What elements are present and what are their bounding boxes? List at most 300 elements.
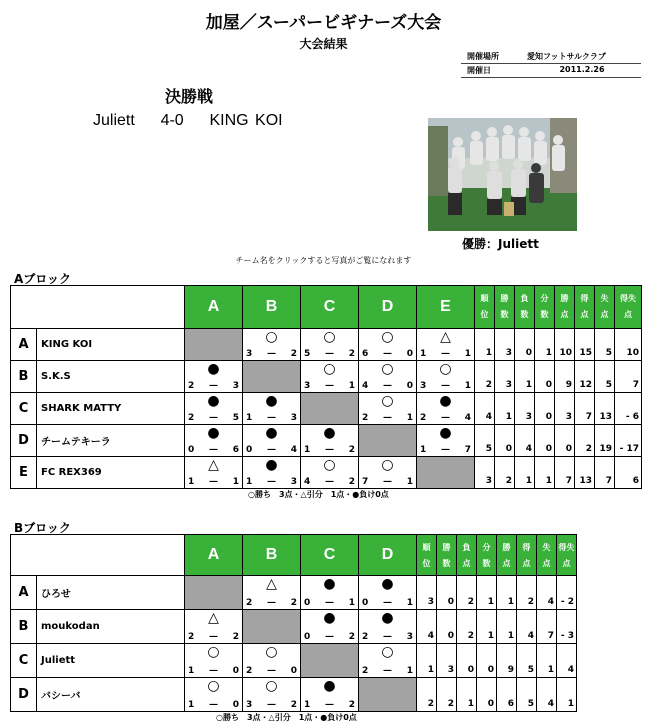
stat-value: 0	[555, 425, 575, 457]
match-result-cell	[185, 457, 243, 489]
score-for: 2	[246, 666, 253, 676]
column-header: D	[359, 535, 417, 576]
diagonal-cell	[243, 361, 301, 393]
stat-value: 6	[497, 678, 517, 712]
result-mark: △	[266, 576, 277, 592]
stat-value: 5	[595, 329, 615, 361]
match-result-cell	[185, 610, 243, 644]
score-against: 3	[406, 632, 413, 642]
result-mark: ●	[439, 425, 452, 441]
score-against: 0	[290, 666, 297, 676]
team-name-link[interactable]: バシーバ	[37, 678, 185, 712]
stat-value: 0	[495, 425, 515, 457]
match-result-cell	[243, 576, 301, 610]
result-mark: ●	[323, 425, 336, 441]
score-against: 0	[232, 666, 239, 676]
match-score	[185, 477, 242, 487]
match-score	[417, 413, 474, 423]
stat-value: 1	[457, 678, 477, 712]
stat-value: 9	[555, 361, 575, 393]
match-result-cell	[417, 329, 475, 361]
result-mark: ○	[207, 678, 220, 694]
score-dash: —	[267, 413, 276, 423]
score-dash: —	[383, 666, 392, 676]
table-row	[11, 329, 642, 361]
stat-header-bottom: 数	[500, 310, 509, 319]
final-home-team: Juliett	[93, 112, 135, 129]
match-score	[185, 632, 242, 642]
stat-value: 4	[557, 644, 577, 678]
match-score	[301, 598, 358, 608]
stat-header-bottom: 数	[442, 559, 451, 568]
venue-value: 愛知フットサルクラブ	[527, 52, 606, 61]
column-header: D	[359, 286, 417, 329]
team-name-link[interactable]: KING KOI	[37, 329, 185, 361]
stat-value: 6	[615, 457, 642, 489]
score-dash: —	[441, 445, 450, 455]
stat-value: 1	[477, 610, 497, 644]
row-label: D	[11, 425, 37, 457]
score-for: 4	[362, 381, 369, 391]
row-label: B	[11, 610, 37, 644]
score-dash: —	[209, 700, 218, 710]
diagonal-cell	[243, 610, 301, 644]
table-row	[11, 644, 577, 678]
score-for: 1	[246, 477, 253, 487]
match-result-cell	[185, 425, 243, 457]
table-row	[11, 678, 577, 712]
score-for: 3	[246, 349, 253, 359]
stat-value: 0	[535, 425, 555, 457]
result-mark: ○	[323, 361, 336, 377]
stat-value: 0	[457, 644, 477, 678]
stat-header	[555, 286, 575, 329]
match-score	[417, 349, 474, 359]
result-mark: ○	[323, 329, 336, 345]
match-result-cell	[185, 361, 243, 393]
match-score	[359, 413, 416, 423]
score-dash: —	[209, 381, 218, 391]
stat-header	[437, 535, 457, 576]
stat-header	[515, 286, 535, 329]
score-dash: —	[441, 349, 450, 359]
stat-header-top: 順	[422, 543, 431, 552]
score-dash: —	[325, 445, 334, 455]
team-name-link[interactable]: Juliett	[37, 644, 185, 678]
stat-value: 1	[475, 329, 495, 361]
stat-header-top: 負	[520, 294, 529, 303]
score-dash: —	[383, 477, 392, 487]
row-label: A	[11, 576, 37, 610]
stat-header-bottom: 数	[520, 310, 529, 319]
table-row	[11, 610, 577, 644]
stat-header-top: 失	[542, 543, 551, 552]
stat-value: 2	[575, 425, 595, 457]
stat-value: 1	[497, 610, 517, 644]
stat-header-bottom: 数	[482, 559, 491, 568]
score-dash: —	[267, 445, 276, 455]
stat-header-top: 勝	[442, 543, 451, 552]
table-row	[11, 576, 577, 610]
score-dash: —	[267, 349, 276, 359]
team-name-link[interactable]: moukodan	[37, 610, 185, 644]
stat-header	[495, 286, 515, 329]
score-dash: —	[325, 598, 334, 608]
block-a-table	[10, 285, 642, 489]
diagonal-cell	[359, 425, 417, 457]
stat-header-bottom: 点	[462, 559, 471, 568]
stat-header	[517, 535, 537, 576]
stat-value: 10	[555, 329, 575, 361]
stat-header	[557, 535, 577, 576]
stat-value: 2	[517, 576, 537, 610]
match-score	[417, 445, 474, 455]
stat-value: 0	[477, 644, 497, 678]
match-result-cell	[417, 393, 475, 425]
score-dash: —	[325, 632, 334, 642]
result-mark: ●	[207, 425, 220, 441]
stat-value: 5	[475, 425, 495, 457]
match-score	[359, 381, 416, 391]
match-score	[359, 632, 416, 642]
stat-value: 1	[535, 457, 555, 489]
stat-value: 0	[477, 678, 497, 712]
diagonal-cell	[185, 576, 243, 610]
score-dash: —	[383, 349, 392, 359]
score-against: 2	[348, 477, 355, 487]
score-for: 1	[188, 700, 195, 710]
result-mark: ●	[207, 393, 220, 409]
score-against: 2	[348, 445, 355, 455]
diagonal-cell	[301, 393, 359, 425]
stat-value: 1	[535, 329, 555, 361]
venue-label: 開催場所	[467, 52, 499, 61]
result-mark: ○	[323, 457, 336, 473]
stat-header-bottom: 点	[562, 559, 571, 568]
stat-value: 3	[515, 393, 535, 425]
match-result-cell	[243, 678, 301, 712]
table-row	[11, 361, 642, 393]
match-result-cell	[243, 329, 301, 361]
column-header: B	[243, 286, 301, 329]
column-header: A	[185, 535, 243, 576]
result-mark: ○	[381, 457, 394, 473]
match-score	[243, 598, 300, 608]
stat-value: 2	[457, 576, 477, 610]
result-mark: ●	[323, 610, 336, 626]
row-label: C	[11, 644, 37, 678]
score-against: 1	[348, 598, 355, 608]
match-score	[359, 598, 416, 608]
final-result	[93, 112, 283, 130]
score-dash: —	[383, 413, 392, 423]
stat-value: 5	[517, 644, 537, 678]
stat-header	[537, 535, 557, 576]
team-name-link[interactable]: S.K.S	[37, 361, 185, 393]
column-header: C	[301, 286, 359, 329]
score-dash: —	[209, 477, 218, 487]
score-dash: —	[209, 632, 218, 642]
winner-team-photo[interactable]	[428, 118, 577, 231]
match-score	[301, 445, 358, 455]
match-result-cell	[243, 457, 301, 489]
table-row	[11, 425, 642, 457]
match-result-cell	[359, 576, 417, 610]
row-label: A	[11, 329, 37, 361]
diagonal-cell	[301, 644, 359, 678]
stat-value: 1	[557, 678, 577, 712]
stat-value: 7	[595, 457, 615, 489]
result-mark: ○	[381, 644, 394, 660]
row-label: B	[11, 361, 37, 393]
table-header-row	[11, 286, 642, 329]
result-mark: ○	[381, 393, 394, 409]
score-for: 2	[362, 413, 369, 423]
score-dash: —	[267, 666, 276, 676]
team-name-link[interactable]: FC REX369	[37, 457, 185, 489]
block-b-title: Bブロック	[14, 521, 71, 535]
match-score	[301, 349, 358, 359]
score-against: 1	[232, 477, 239, 487]
score-against: 1	[464, 349, 471, 359]
score-against: 1	[406, 477, 413, 487]
match-result-cell	[359, 457, 417, 489]
stat-value: 7	[555, 457, 575, 489]
stat-header	[615, 286, 642, 329]
match-result-cell	[359, 644, 417, 678]
score-dash: —	[209, 666, 218, 676]
score-against: 6	[232, 445, 239, 455]
score-for: 1	[420, 445, 427, 455]
match-score	[185, 445, 242, 455]
stat-header-bottom: 点	[580, 310, 589, 319]
score-dash: —	[325, 477, 334, 487]
table-header-row	[11, 535, 577, 576]
score-dash: —	[383, 598, 392, 608]
score-for: 2	[188, 632, 195, 642]
date-label: 開催日	[467, 66, 491, 75]
team-name-link[interactable]: ひろせ	[37, 576, 185, 610]
match-score	[243, 349, 300, 359]
result-mark: △	[208, 610, 219, 626]
match-result-cell	[417, 361, 475, 393]
stat-value: 7	[575, 393, 595, 425]
score-against: 2	[348, 632, 355, 642]
score-for: 0	[362, 598, 369, 608]
score-for: 2	[188, 413, 195, 423]
row-label: D	[11, 678, 37, 712]
score-dash: —	[267, 477, 276, 487]
score-against: 2	[348, 349, 355, 359]
stat-value: 10	[615, 329, 642, 361]
score-dash: —	[209, 413, 218, 423]
stat-header-top: 分	[482, 543, 491, 552]
stat-header	[475, 286, 495, 329]
stat-value: 1	[515, 457, 535, 489]
stat-value: 3	[437, 644, 457, 678]
match-result-cell	[301, 329, 359, 361]
match-result-cell	[417, 425, 475, 457]
stat-header-top: 負	[462, 543, 471, 552]
match-score	[301, 700, 358, 710]
score-for: 1	[188, 477, 195, 487]
stat-value: 3	[417, 576, 437, 610]
page-subtitle: 大会結果	[299, 37, 348, 51]
score-dash: —	[441, 413, 450, 423]
stat-value: 0	[515, 329, 535, 361]
result-mark: ○	[207, 644, 220, 660]
final-score: 4-0	[160, 112, 184, 129]
score-for: 3	[420, 381, 427, 391]
table-row	[11, 393, 642, 425]
score-against: 1	[348, 381, 355, 391]
score-dash: —	[209, 445, 218, 455]
score-for: 5	[304, 349, 311, 359]
match-result-cell	[301, 425, 359, 457]
score-dash: —	[441, 381, 450, 391]
score-for: 1	[304, 445, 311, 455]
match-score	[301, 477, 358, 487]
result-mark: ○	[265, 678, 278, 694]
stat-value: 19	[595, 425, 615, 457]
score-for: 1	[420, 349, 427, 359]
match-score	[301, 381, 358, 391]
stat-value: 7	[537, 610, 557, 644]
page-title: 加屋／スーパービギナーズ大会	[205, 13, 442, 33]
result-mark: △	[440, 329, 451, 345]
result-mark: ●	[381, 576, 394, 592]
score-dash: —	[325, 381, 334, 391]
match-result-cell	[185, 393, 243, 425]
row-label: C	[11, 393, 37, 425]
stat-value: 1	[537, 644, 557, 678]
row-label: E	[11, 457, 37, 489]
diagonal-cell	[417, 457, 475, 489]
result-mark: ●	[207, 361, 220, 377]
result-mark: ●	[323, 576, 336, 592]
team-name-link[interactable]: チームテキーラ	[37, 425, 185, 457]
match-result-cell	[301, 678, 359, 712]
stat-value: 1	[495, 393, 515, 425]
match-score	[243, 445, 300, 455]
stat-value: 0	[437, 610, 457, 644]
score-dash: —	[325, 700, 334, 710]
header-corner	[11, 286, 185, 329]
stat-value: - 17	[615, 425, 642, 457]
match-score	[185, 666, 242, 676]
score-against: 7	[464, 445, 471, 455]
date-value: 2011.2.26	[559, 65, 605, 74]
stat-header	[575, 286, 595, 329]
stat-value: 3	[495, 361, 515, 393]
team-name-link[interactable]: SHARK MATTY	[37, 393, 185, 425]
match-score	[243, 666, 300, 676]
result-mark: ●	[265, 393, 278, 409]
score-for: 2	[362, 632, 369, 642]
result-mark: ○	[381, 329, 394, 345]
score-dash: —	[267, 598, 276, 608]
stat-value: 3	[555, 393, 575, 425]
click-team-note: チーム名をクリックすると写真がご覧になれます	[235, 256, 412, 265]
stat-header-bottom: 点	[560, 310, 569, 319]
match-score	[243, 477, 300, 487]
match-score	[417, 381, 474, 391]
stat-value: 0	[535, 361, 555, 393]
stat-value: 1	[515, 361, 535, 393]
match-result-cell	[185, 678, 243, 712]
result-mark: ○	[439, 361, 452, 377]
stat-value: 4	[515, 425, 535, 457]
score-for: 1	[304, 700, 311, 710]
stat-header	[417, 535, 437, 576]
stat-header-top: 勝	[502, 543, 511, 552]
stat-header-bottom: 点	[542, 559, 551, 568]
stat-header-bottom: 位	[480, 310, 489, 319]
score-against: 3	[232, 381, 239, 391]
stat-header-top: 得	[522, 543, 531, 552]
stat-header-top: 得失	[620, 294, 636, 303]
result-mark: ○	[265, 329, 278, 345]
diagonal-cell	[185, 329, 243, 361]
header-corner	[11, 535, 185, 576]
final-away-team: KING KOI	[209, 112, 283, 129]
diagonal-cell	[359, 678, 417, 712]
stat-value: - 3	[557, 610, 577, 644]
stat-value: 4	[537, 678, 557, 712]
stat-value: 1	[497, 576, 517, 610]
stat-value: 12	[575, 361, 595, 393]
match-result-cell	[359, 610, 417, 644]
block-a-title: Aブロック	[14, 272, 72, 286]
score-for: 0	[246, 445, 253, 455]
score-dash: —	[383, 632, 392, 642]
result-mark: ○	[381, 361, 394, 377]
score-against: 1	[406, 598, 413, 608]
final-title: 決勝戦	[165, 87, 214, 106]
stat-value: 0	[535, 393, 555, 425]
score-against: 1	[406, 666, 413, 676]
stat-header-bottom: 点	[522, 559, 531, 568]
stat-value: 2	[457, 610, 477, 644]
score-for: 2	[188, 381, 195, 391]
column-header: A	[185, 286, 243, 329]
result-mark: △	[208, 457, 219, 473]
score-against: 3	[290, 477, 297, 487]
score-for: 0	[304, 632, 311, 642]
match-score	[185, 700, 242, 710]
stat-value: 0	[437, 576, 457, 610]
stat-value: 1	[477, 576, 497, 610]
stat-value: 3	[475, 457, 495, 489]
match-result-cell	[185, 644, 243, 678]
result-mark: ●	[265, 425, 278, 441]
match-result-cell	[301, 457, 359, 489]
stat-value: 13	[575, 457, 595, 489]
score-for: 0	[188, 445, 195, 455]
score-against: 3	[290, 413, 297, 423]
stat-value: 1	[417, 644, 437, 678]
score-against: 2	[348, 700, 355, 710]
match-result-cell	[359, 393, 417, 425]
stat-value: 5	[517, 678, 537, 712]
stat-value: 15	[575, 329, 595, 361]
stat-header-top: 得失	[558, 543, 575, 552]
stat-header-top: 失	[600, 294, 609, 303]
stat-value: 4	[475, 393, 495, 425]
stat-value: 4	[517, 610, 537, 644]
stat-value: 2	[417, 678, 437, 712]
score-against: 4	[290, 445, 297, 455]
